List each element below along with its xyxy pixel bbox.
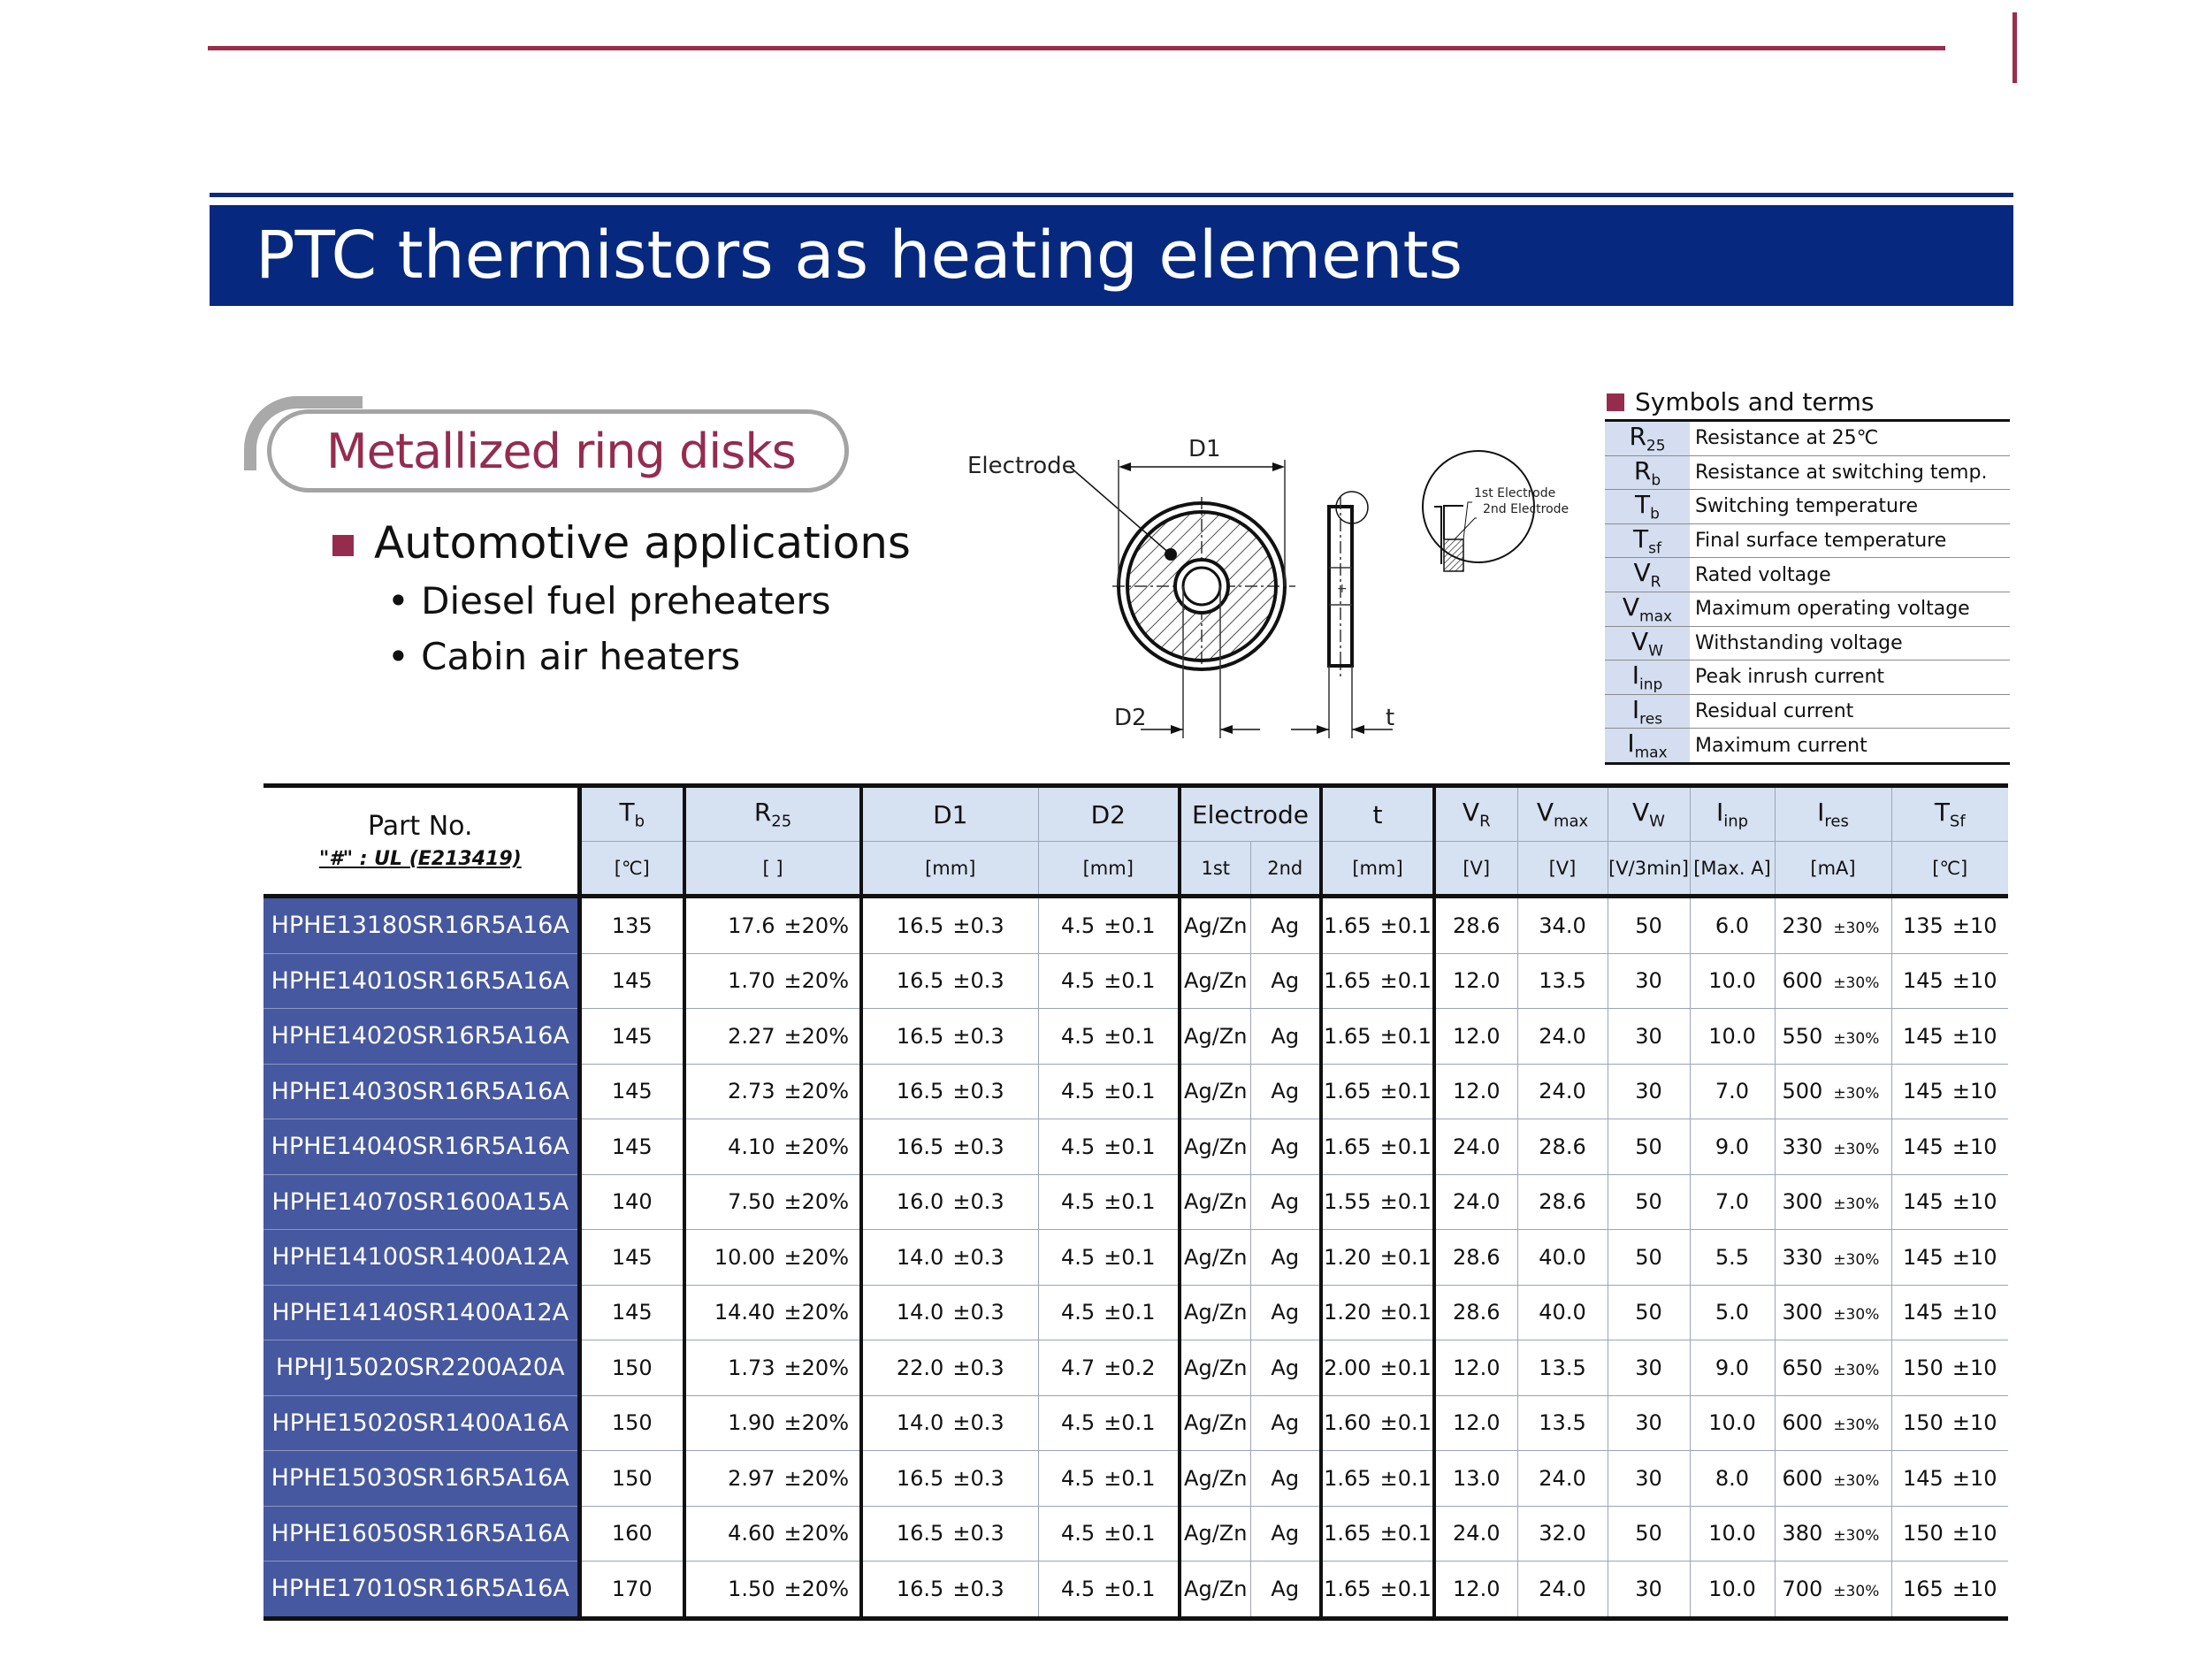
cell-vw: 50 [1608, 897, 1690, 954]
ring-disk-diagram [955, 433, 1618, 752]
cell-r25: 2.73 ±20% [684, 1064, 861, 1119]
cell-iinp: 10.0 [1690, 1009, 1775, 1065]
application-item: • Cabin air heaters [387, 635, 741, 678]
cell-electrode-2nd: Ag [1250, 1064, 1321, 1119]
electrode-label: Electrode [967, 453, 1076, 479]
cell-d2: 4.5 ±0.1 [1038, 897, 1180, 954]
cell-d1: 16.5 ±0.3 [861, 1009, 1038, 1065]
unit-iinp: [Max. A] [1690, 842, 1775, 897]
header-vmax: $V_{max}$ [1517, 786, 1608, 842]
cell-ires: 550 ±30% [1775, 1009, 1891, 1065]
cell-vmax: 24.0 [1517, 1009, 1608, 1065]
unit-vmax: [V] [1517, 842, 1608, 897]
table-row [263, 1119, 2008, 1175]
cell-d1: 16.5 ±0.3 [861, 1506, 1038, 1562]
cell-r25: 4.60 ±20% [684, 1506, 861, 1562]
header-t: t [1321, 786, 1434, 842]
symbol-description: Withstanding voltage [1690, 626, 2010, 661]
cell-d2: 4.7 ±0.2 [1038, 1340, 1180, 1396]
cell-vw: 30 [1608, 1395, 1690, 1451]
cell-t: 1.55 ±0.1 [1321, 1174, 1434, 1230]
table-row [263, 1506, 2008, 1562]
unit-vr: [V] [1434, 842, 1517, 897]
part-number: HPHE13180SR16R5A16A [263, 897, 579, 954]
cell-electrode-1st: Ag/Zn [1180, 1119, 1250, 1175]
symbol: $R_{25}$ [1605, 421, 1690, 456]
unit-d1: [mm] [861, 842, 1038, 897]
page-title: PTC thermistors as heating elements [210, 205, 2013, 306]
header-tb: $T_b$ [579, 786, 684, 842]
cell-iinp: 10.0 [1690, 953, 1775, 1009]
cell-d2: 4.5 ±0.1 [1038, 953, 1180, 1009]
cell-electrode-2nd: Ag [1250, 1562, 1321, 1619]
symbol: $V_R$ [1605, 558, 1690, 592]
table-row [263, 1340, 2008, 1396]
symbols-heading: Symbols and terms [1607, 387, 1874, 416]
cell-iinp: 10.0 [1690, 1506, 1775, 1562]
cell-electrode-1st: Ag/Zn [1180, 1562, 1250, 1619]
symbol-description: Resistance at 25℃ [1690, 421, 2010, 456]
cell-vr: 24.0 [1434, 1119, 1517, 1175]
cell-t: 1.65 ±0.1 [1321, 897, 1434, 954]
cell-electrode-2nd: Ag [1250, 897, 1321, 954]
cell-vr: 28.6 [1434, 897, 1517, 954]
cell-tsf: 145 ±10 [1891, 1009, 2008, 1065]
cell-r25: 17.6 ±20% [684, 897, 861, 954]
cell-d2: 4.5 ±0.1 [1038, 1395, 1180, 1451]
cell-d1: 14.0 ±0.3 [861, 1230, 1038, 1286]
symbol-description: Residual current [1690, 694, 2010, 729]
unit-electrode-1st: 1st [1180, 842, 1250, 897]
cell-tsf: 145 ±10 [1891, 953, 2008, 1009]
cell-iinp: 5.0 [1690, 1285, 1775, 1340]
cell-t: 1.65 ±0.1 [1321, 1119, 1434, 1175]
table-row [263, 1562, 2008, 1619]
cell-d2: 4.5 ±0.1 [1038, 1285, 1180, 1340]
cell-tb: 145 [579, 953, 684, 1009]
symbols-bullet [1607, 393, 1624, 411]
cell-tsf: 135 ±10 [1891, 897, 2008, 954]
cell-tsf: 145 ±10 [1891, 1119, 2008, 1175]
cell-iinp: 8.0 [1690, 1451, 1775, 1507]
cell-electrode-2nd: Ag [1250, 1174, 1321, 1230]
cell-tb: 170 [611, 1576, 653, 1601]
cell-ires: 300 ±30% [1775, 1174, 1891, 1230]
cell-tb: 135 [579, 897, 684, 954]
symbol-description: Switching temperature [1690, 490, 2010, 524]
symbol: $V_W$ [1605, 626, 1690, 661]
cell-r25: 1.50 ±20% [684, 1562, 861, 1619]
header-iinp: $I_{inp}$ [1690, 786, 1775, 842]
cell-vw: 30 [1608, 1009, 1690, 1065]
cell-tsf: 145 ±10 [1891, 1174, 2008, 1230]
cell-tb: 150 [579, 1395, 684, 1451]
cell-d1: 16.0 ±0.3 [861, 1174, 1038, 1230]
cell-d2: 4.5 ±0.1 [1038, 1451, 1180, 1507]
cell-d2: 4.5 ±0.1 [1038, 1064, 1180, 1119]
d1-label: D1 [1188, 436, 1221, 462]
table-row [263, 1174, 2008, 1230]
cell-vr: 12.0 [1434, 1395, 1517, 1451]
cell-electrode-1st: Ag/Zn [1180, 1230, 1250, 1286]
cell-tsf: 145 ±10 [1891, 1285, 2008, 1340]
cell-t: 1.65 ±0.1 [1321, 1009, 1434, 1065]
cell-d1: 16.5 ±0.3 [861, 1451, 1038, 1507]
cell-vr: 13.0 [1434, 1451, 1517, 1507]
cell-tb: 150 [579, 1340, 684, 1396]
symbol-row [1605, 490, 2010, 524]
symbol-row [1605, 558, 2010, 592]
cell-iinp: 7.0 [1690, 1174, 1775, 1230]
part-number: HPHE14100SR1400A12A [263, 1230, 579, 1286]
cell-ires: 330 ±30% [1775, 1119, 1891, 1175]
cell-vmax: 24.0 [1517, 1451, 1608, 1507]
unit-d2: [mm] [1038, 842, 1180, 897]
symbol: $I_{res}$ [1605, 694, 1690, 729]
cell-vr: 12.0 [1434, 1562, 1517, 1619]
symbol: $T_b$ [1605, 490, 1690, 524]
application-item: • Diesel fuel preheaters [387, 579, 831, 622]
unit-r25: [ ] [684, 842, 861, 897]
symbols-table [1605, 419, 2010, 765]
cell-electrode-2nd: Ag [1250, 1119, 1321, 1175]
cell-vr: 12.0 [1434, 953, 1517, 1009]
cell-tsf: 145 ±10 [1891, 1451, 2008, 1507]
cell-d1: 14.0 ±0.3 [861, 1395, 1038, 1451]
second-electrode-label: 2nd Electrode [1483, 502, 1570, 516]
cell-d2: 4.5 ±0.1 [1038, 1230, 1180, 1286]
cell-d1: 16.5 ±0.3 [861, 897, 1038, 954]
cell-ires: 700 ±30% [1775, 1562, 1891, 1619]
cell-r25: 14.40 ±20% [684, 1285, 861, 1340]
cell-electrode-2nd: Ag [1250, 1506, 1321, 1562]
cell-t: 1.65 ±0.1 [1321, 1064, 1434, 1119]
cell-tb: 145 [579, 1119, 684, 1175]
cell-t: 1.20 ±0.1 [1321, 1285, 1434, 1340]
cell-vw: 30 [1608, 953, 1690, 1009]
part-number: HPHE17010SR16R5A16A [263, 1562, 579, 1619]
table-row [263, 1009, 2008, 1065]
cell-r25: 10.00 ±20% [684, 1230, 861, 1286]
symbol-row [1605, 421, 2010, 456]
cell-tsf: 150 ±10 [1891, 1395, 2008, 1451]
cell-d1: 22.0 ±0.3 [861, 1340, 1038, 1396]
cell-vw: 50 [1608, 1506, 1690, 1562]
cell-d2: 4.5 ±0.1 [1038, 1174, 1180, 1230]
cell-d2: 4.5 ±0.1 [1038, 1009, 1180, 1065]
cell-vw: 50 [1608, 1285, 1690, 1340]
part-number: HPHE14020SR16R5A16A [263, 1009, 579, 1065]
cell-vw: 50 [1608, 1230, 1690, 1286]
cell-electrode-1st: Ag/Zn [1180, 1451, 1250, 1507]
cell-vw: 50 [1608, 1174, 1690, 1230]
header-vr: $V_R$ [1434, 786, 1517, 842]
cell-electrode-2nd: Ag [1250, 953, 1321, 1009]
part-no-header: Part No. "#" : UL (E213419) [263, 786, 579, 897]
cell-electrode-2nd: Ag [1250, 1340, 1321, 1396]
cell-ires: 500 ±30% [1775, 1064, 1891, 1119]
cell-iinp: 7.0 [1690, 1064, 1775, 1119]
unit-vw: [V/3min] [1608, 842, 1690, 897]
header-electrode: Electrode [1180, 786, 1321, 842]
unit-tsf: [℃] [1891, 842, 2008, 897]
cell-tsf: 145 ±10 [1891, 1064, 2008, 1119]
applications-title: Automotive applications [374, 517, 911, 569]
unit-tb: [℃] [579, 842, 684, 897]
cell-t: 1.60 ±0.1 [1321, 1395, 1434, 1451]
header-r25: $R_{25}$ [684, 786, 861, 842]
cell-vr: 28.6 [1434, 1230, 1517, 1286]
symbol-description: Peak inrush current [1690, 661, 2010, 695]
cell-tb: 160 [579, 1506, 684, 1562]
cell-tsf: 150 ±10 [1891, 1340, 2008, 1396]
cell-iinp: 10.0 [1690, 1562, 1775, 1619]
cell-vw: 30 [1608, 1562, 1690, 1619]
cell-vr: 24.0 [1434, 1174, 1517, 1230]
symbol-row [1605, 694, 2010, 729]
cell-vmax: 40.0 [1517, 1285, 1608, 1340]
cell-ires: 650 ±30% [1775, 1340, 1891, 1396]
symbol: $V_{max}$ [1605, 592, 1690, 626]
cell-vw: 30 [1608, 1340, 1690, 1396]
cell-vmax: 13.5 [1517, 953, 1608, 1009]
part-number: HPHE14140SR1400A12A [263, 1285, 579, 1340]
disk-side-view [1329, 492, 1368, 676]
cell-d2: 4.5 ±0.1 [1038, 1562, 1180, 1619]
part-number: HPHJ15020SR2200A20A [263, 1340, 579, 1396]
symbol: $I_{max}$ [1605, 729, 1690, 764]
cell-ires: 380 ±30% [1775, 1506, 1891, 1562]
header-d1: D1 [861, 786, 1038, 842]
symbol-description: Maximum operating voltage [1690, 592, 2010, 626]
d2-label: D2 [1114, 705, 1147, 731]
cell-vmax: 34.0 [1517, 897, 1608, 954]
cell-electrode-1st: Ag/Zn [1180, 1285, 1250, 1340]
symbol-row [1605, 729, 2010, 764]
cell-electrode-1st: Ag/Zn [1180, 1340, 1250, 1396]
cell-r25: 4.10 ±20% [684, 1119, 861, 1175]
cell-vw: 50 [1608, 1119, 1690, 1175]
application-bullet [332, 535, 354, 556]
svg-text:+: + [1337, 582, 1348, 596]
cell-r25: 2.27 ±20% [684, 1009, 861, 1065]
cell-ires: 330 ±30% [1775, 1230, 1891, 1286]
cell-vmax: 24.0 [1517, 1562, 1608, 1619]
cell-electrode-2nd: Ag [1250, 1230, 1321, 1286]
symbol-row [1605, 661, 2010, 695]
cell-d2: 4.5 ±0.1 [1038, 1119, 1180, 1175]
symbol: $T_{sf}$ [1605, 523, 1690, 558]
cell-electrode-1st: Ag/Zn [1180, 1064, 1250, 1119]
cell-t: 1.65 ±0.1 [1321, 1506, 1434, 1562]
symbol-description: Resistance at switching temp. [1690, 455, 2010, 490]
table-row [263, 953, 2008, 1009]
cell-iinp: 6.0 [1690, 897, 1775, 954]
cell-d1: 16.5 ±0.3 [861, 1064, 1038, 1119]
part-number: HPHE15030SR16R5A16A [263, 1451, 579, 1507]
cell-vr: 28.6 [1434, 1285, 1517, 1340]
cell-t: 1.20 ±0.1 [1321, 1230, 1434, 1286]
cell-electrode-2nd: Ag [1250, 1451, 1321, 1507]
cell-tb: 145 [579, 1064, 684, 1119]
cell-iinp: 9.0 [1690, 1119, 1775, 1175]
cell-r25: 7.50 ±20% [684, 1174, 861, 1230]
cell-ires: 230 ±30% [1775, 897, 1891, 954]
cell-electrode-1st: Ag/Zn [1180, 953, 1250, 1009]
cell-tsf: 165 ±10 [1891, 1562, 2008, 1619]
cell-d1: 16.5 ±0.3 [861, 1562, 1038, 1619]
symbol: $I_{inp}$ [1605, 661, 1690, 695]
table-row [263, 1230, 2008, 1286]
cell-electrode-1st: Ag/Zn [1180, 1174, 1250, 1230]
part-number: HPHE16050SR16R5A16A [263, 1506, 579, 1562]
cell-electrode-1st: Ag/Zn [1180, 1395, 1250, 1451]
header-ires: $I_{res}$ [1775, 786, 1891, 842]
cell-vmax: 32.0 [1517, 1506, 1608, 1562]
cell-vmax: 40.0 [1517, 1230, 1608, 1286]
cell-t: 2.00 ±0.1 [1321, 1340, 1434, 1396]
unit-ires: [mA] [1775, 842, 1891, 897]
cell-electrode-2nd: Ag [1250, 1285, 1321, 1340]
symbol-description: Maximum current [1690, 729, 2010, 764]
cell-tb: 145 [579, 1285, 684, 1340]
unit-t: [mm] [1321, 842, 1434, 897]
ul-note: "#" : UL (E213419) [318, 848, 522, 871]
cell-t: 1.65 ±0.1 [1321, 1451, 1434, 1507]
table-row [263, 1451, 2008, 1507]
cell-vr: 24.0 [1434, 1506, 1517, 1562]
cell-vw: 30 [1608, 1451, 1690, 1507]
symbol-description: Rated voltage [1690, 558, 2010, 592]
t-label: t [1386, 705, 1395, 731]
banner-rule [210, 193, 2013, 197]
cell-tb: 145 [579, 1230, 684, 1286]
table-header-row [263, 786, 2008, 842]
cell-r25: 1.90 ±20% [684, 1395, 861, 1451]
symbol-row [1605, 455, 2010, 490]
cell-r25: 1.70 ±20% [684, 953, 861, 1009]
cell-iinp: 10.0 [1690, 1395, 1775, 1451]
cell-vmax: 13.5 [1517, 1340, 1608, 1396]
symbol-row [1605, 592, 2010, 626]
cell-tb: 145 [579, 1009, 684, 1065]
cell-vr: 12.0 [1434, 1340, 1517, 1396]
cell-vmax: 13.5 [1517, 1395, 1608, 1451]
top-rule-tick [2013, 12, 2017, 83]
cell-vw: 30 [1608, 1064, 1690, 1119]
cell-vmax: 28.6 [1517, 1119, 1608, 1175]
cell-d1: 16.5 ±0.3 [861, 1119, 1038, 1175]
part-number: HPHE14030SR16R5A16A [263, 1064, 579, 1119]
unit-electrode-2nd: 2nd [1250, 842, 1321, 897]
cell-r25: 1.73 ±20% [684, 1340, 861, 1396]
cell-iinp: 5.5 [1690, 1230, 1775, 1286]
symbol-row [1605, 523, 2010, 558]
part-number: HPHE14070SR1600A15A [263, 1174, 579, 1230]
cell-tsf: 145 ±10 [1891, 1230, 2008, 1286]
cell-tb: 150 [579, 1451, 684, 1507]
cell-electrode-1st: Ag/Zn [1180, 897, 1250, 954]
cell-ires: 300 ±30% [1775, 1285, 1891, 1340]
part-number: HPHE14040SR16R5A16A [263, 1119, 579, 1175]
cell-d2: 4.5 ±0.1 [1038, 1506, 1180, 1562]
header-d2: D2 [1038, 786, 1180, 842]
cell-ires: 600 ±30% [1775, 1395, 1891, 1451]
cell-electrode-2nd: Ag [1250, 1395, 1321, 1451]
top-rule [208, 46, 1945, 50]
header-tsf: $T_{Sf}$ [1891, 786, 2008, 842]
cell-vr: 12.0 [1434, 1064, 1517, 1119]
first-electrode-label: 1st Electrode [1474, 486, 1556, 500]
part-number: HPHE14010SR16R5A16A [263, 953, 579, 1009]
cell-electrode-1st: Ag/Zn [1180, 1506, 1250, 1562]
header-vw: $V_W$ [1608, 786, 1690, 842]
symbol-description: Final surface temperature [1690, 523, 2010, 558]
table-row [263, 897, 2008, 954]
part-number: HPHE15020SR1400A16A [263, 1395, 579, 1451]
cell-vmax: 24.0 [1517, 1064, 1608, 1119]
cell-d1: 14.0 ±0.3 [861, 1285, 1038, 1340]
cell-ires: 600 ±30% [1775, 953, 1891, 1009]
cell-vmax: 28.6 [1517, 1174, 1608, 1230]
table-row [263, 1285, 2008, 1340]
cell-tsf: 150 ±10 [1891, 1506, 2008, 1562]
section-title: Metallized ring disks [267, 409, 849, 493]
cell-r25: 2.97 ±20% [684, 1451, 861, 1507]
cell-iinp: 9.0 [1690, 1340, 1775, 1396]
symbol-row [1605, 626, 2010, 661]
cell-electrode-1st: Ag/Zn [1180, 1009, 1250, 1065]
symbol: $R_b$ [1605, 455, 1690, 490]
cell-vr: 12.0 [1434, 1009, 1517, 1065]
cell-t: 1.65 ±0.1 [1321, 953, 1434, 1009]
cell-ires: 600 ±30% [1775, 1451, 1891, 1507]
table-row [263, 1064, 2008, 1119]
cell-tb: 140 [579, 1174, 684, 1230]
specifications-table [263, 783, 2008, 1621]
cell-d1: 16.5 ±0.3 [861, 953, 1038, 1009]
cell-electrode-2nd: Ag [1250, 1009, 1321, 1065]
cell-t: 1.65 ±0.1 [1321, 1562, 1434, 1619]
table-row [263, 1395, 2008, 1451]
